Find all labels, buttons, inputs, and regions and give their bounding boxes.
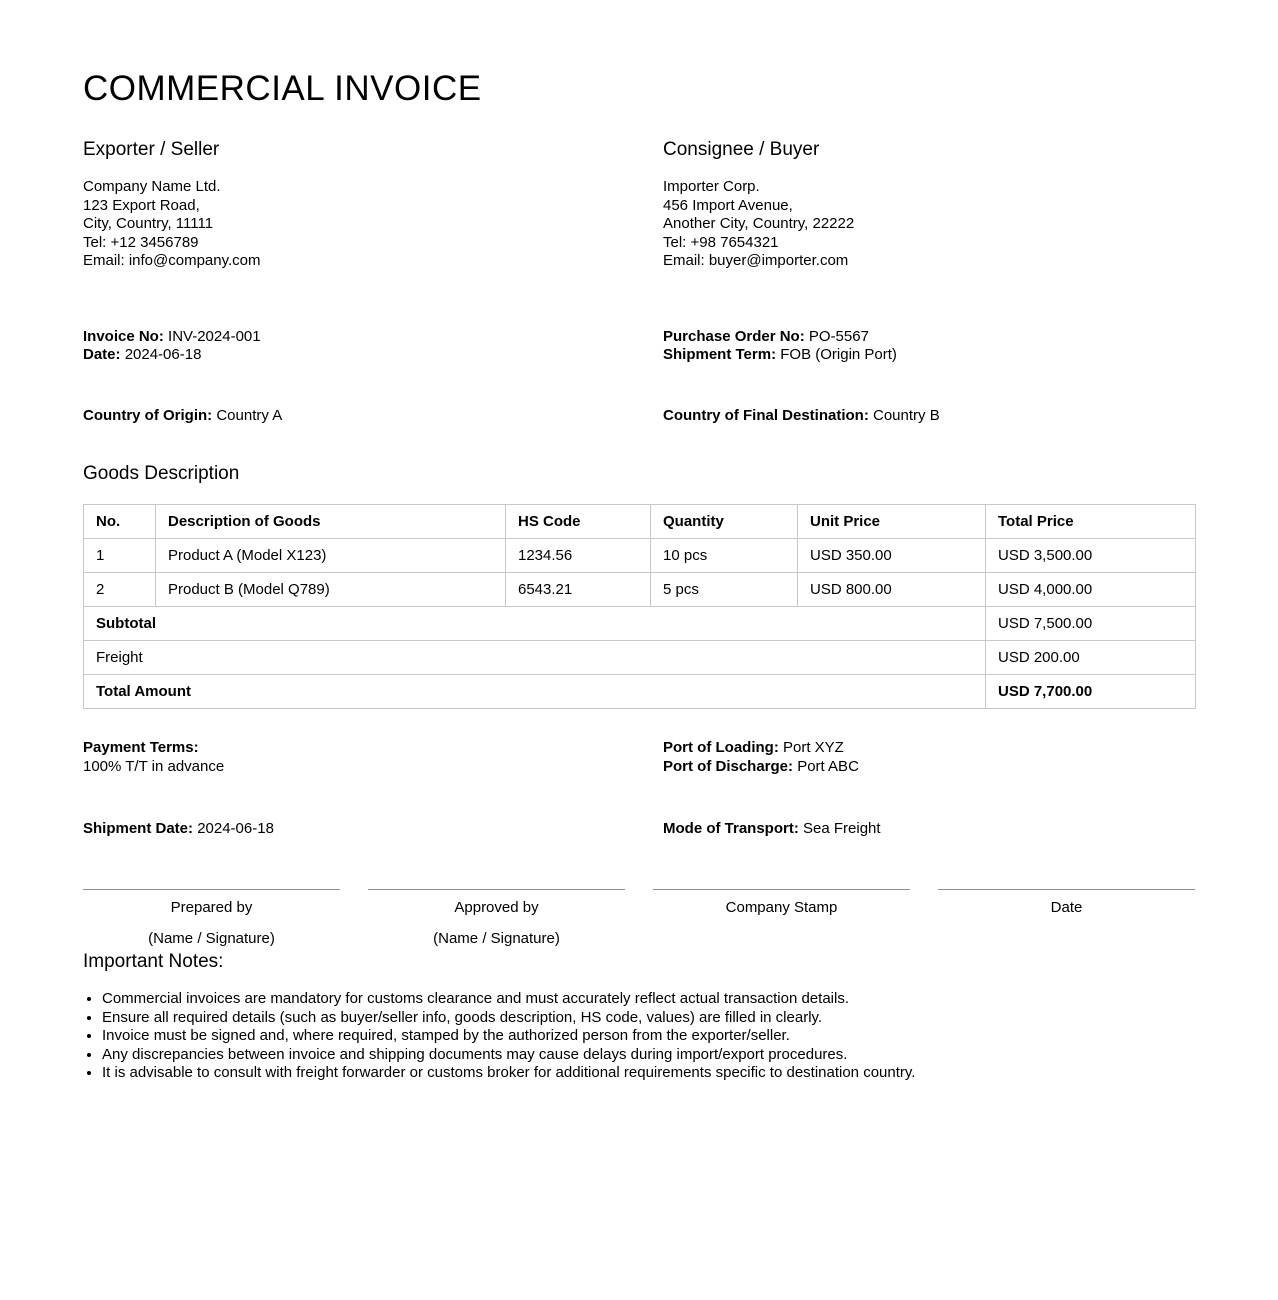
subtotal-label: Subtotal xyxy=(84,607,986,641)
terms-section xyxy=(83,739,1195,776)
shipment-date-value: 2024-06-18 xyxy=(197,820,274,838)
purchase-order xyxy=(663,328,1195,347)
goods-table xyxy=(83,504,1196,709)
address-line: Importer Corp. xyxy=(663,178,760,196)
total-amount-value: USD 7,700.00 xyxy=(986,675,1196,709)
address-line: Company Name Ltd. xyxy=(83,178,221,196)
shipment-section xyxy=(83,820,1195,839)
signature-date xyxy=(938,889,1195,948)
country-of-destination-label: Country of Final Destination: xyxy=(663,406,869,424)
signature-sublabel: (Name / Signature) xyxy=(148,929,275,947)
address-line: Email: info@company.com xyxy=(83,252,261,270)
consignee-block xyxy=(663,139,1195,271)
invoice-number xyxy=(83,328,663,347)
mode-of-transport xyxy=(663,820,1195,839)
purchase-order-value: PO-5567 xyxy=(808,327,869,345)
cell-description: Product A (Model X123) xyxy=(156,539,506,573)
invoice-meta-left xyxy=(83,328,663,365)
list-item: • Commercial invoices are mandatory for customs clearance and must accurately reflect actual transaction details. xyxy=(102,990,1195,1009)
goods-header-row xyxy=(84,505,1196,539)
address-line: Another City, Country, 22222 xyxy=(663,215,855,233)
shipment-date-label: Shipment Date: xyxy=(83,820,194,838)
cell-quantity: 5 pcs xyxy=(651,573,798,607)
signature-label: Prepared by xyxy=(170,898,253,916)
col-header-total-price: Total Price xyxy=(986,505,1196,539)
cell-hs-code: 6543.21 xyxy=(506,573,651,607)
page-title: COMMERCIAL INVOICE xyxy=(83,69,482,108)
country-of-destination-value: Country B xyxy=(873,406,940,424)
cell-total-price: USD 4,000.00 xyxy=(986,573,1196,607)
notes-heading: Important Notes: xyxy=(83,950,224,972)
country-of-destination xyxy=(663,407,1195,426)
mode-of-transport-label: Mode of Transport: xyxy=(663,820,799,838)
cell-unit-price: USD 800.00 xyxy=(798,573,986,607)
signature-company-stamp xyxy=(653,889,910,948)
consignee-heading: Consignee / Buyer xyxy=(663,138,820,160)
address-line: Email: buyer@importer.com xyxy=(663,252,849,270)
table-row xyxy=(84,539,1196,573)
port-of-discharge-label: Port of Discharge: xyxy=(663,757,794,775)
cell-description: Product B (Model Q789) xyxy=(156,573,506,607)
country-of-origin xyxy=(83,407,663,426)
purchase-order-label: Purchase Order No: xyxy=(663,327,805,345)
col-header-description: Description of Goods xyxy=(156,505,506,539)
list-item: • Ensure all required details (such as buyer/seller info, goods description, HS code, values) are filled in clearly. xyxy=(102,1009,1195,1028)
shipment-term xyxy=(663,346,1195,365)
list-item: • Any discrepancies between invoice and shipping documents may cause delays during import/export procedures. xyxy=(102,1046,1195,1065)
list-item: • Invoice must be signed and, where required, stamped by the authorized person from the exporter/seller. xyxy=(102,1027,1195,1046)
port-of-loading-value: Port XYZ xyxy=(782,739,844,757)
cell-hs-code: 1234.56 xyxy=(506,539,651,573)
parties-section xyxy=(83,139,1195,271)
country-of-origin-value: Country A xyxy=(216,406,283,424)
invoice-date xyxy=(83,346,663,365)
country-section xyxy=(83,407,1195,426)
shipment-term-label: Shipment Term: xyxy=(663,346,777,364)
signature-prepared-by xyxy=(83,889,340,948)
payment-terms-block xyxy=(83,739,663,776)
signature-label: Date xyxy=(1050,898,1083,916)
country-of-origin-label: Country of Origin: xyxy=(83,406,213,424)
freight-value: USD 200.00 xyxy=(986,641,1196,675)
total-row xyxy=(84,675,1196,709)
address-line: 456 Import Avenue, xyxy=(663,196,793,214)
col-header-unit-price: Unit Price xyxy=(798,505,986,539)
shipment-date xyxy=(83,820,663,839)
port-of-loading-label: Port of Loading: xyxy=(663,739,779,757)
exporter-address xyxy=(83,178,663,271)
signature-sublabel: (Name / Signature) xyxy=(433,929,560,947)
subtotal-row xyxy=(84,607,1196,641)
signature-sublabel xyxy=(938,930,1195,948)
cell-quantity: 10 pcs xyxy=(651,539,798,573)
col-header-hs-code: HS Code xyxy=(506,505,651,539)
signature-label: Approved by xyxy=(454,898,539,916)
freight-row xyxy=(84,641,1196,675)
list-item: • It is advisable to consult with freight forwarder or customs broker for additional requirements specific to destination country. xyxy=(102,1064,1195,1083)
goods-heading: Goods Description xyxy=(83,463,240,485)
address-line: Tel: +12 3456789 xyxy=(83,233,199,251)
total-amount-label: Total Amount xyxy=(84,675,986,709)
payment-terms-label: Payment Terms: xyxy=(83,739,199,757)
invoice-date-label: Date: xyxy=(83,346,121,364)
signature-approved-by xyxy=(368,889,625,948)
port-of-loading xyxy=(663,739,1195,758)
consignee-address xyxy=(663,178,1195,271)
cell-total-price: USD 3,500.00 xyxy=(986,539,1196,573)
mode-of-transport-value: Sea Freight xyxy=(803,820,881,838)
address-line: Tel: +98 7654321 xyxy=(663,233,779,251)
invoice-meta-section xyxy=(83,328,1195,365)
invoice-number-value: INV-2024-001 xyxy=(168,327,261,345)
address-line: 123 Export Road, xyxy=(83,196,200,214)
freight-label: Freight xyxy=(84,641,986,675)
address-line: City, Country, 11111 xyxy=(83,215,214,233)
invoice-date-value: 2024-06-18 xyxy=(124,346,202,364)
subtotal-value: USD 7,500.00 xyxy=(986,607,1196,641)
shipment-term-value: FOB (Origin Port) xyxy=(780,346,897,364)
exporter-block xyxy=(83,139,663,271)
signature-section xyxy=(83,889,1195,948)
invoice-number-label: Invoice No: xyxy=(83,327,164,345)
payment-terms-value: 100% T/T in advance xyxy=(83,757,225,775)
port-of-discharge-value: Port ABC xyxy=(797,757,859,775)
exporter-heading: Exporter / Seller xyxy=(83,138,220,160)
port-of-discharge xyxy=(663,758,1195,777)
col-header-no: No. xyxy=(84,505,156,539)
signature-sublabel xyxy=(653,930,910,948)
ports-block xyxy=(663,739,1195,776)
signature-label: Company Stamp xyxy=(725,898,838,916)
cell-no: 1 xyxy=(84,539,156,573)
notes-list xyxy=(83,990,1195,1083)
cell-unit-price: USD 350.00 xyxy=(798,539,986,573)
col-header-quantity: Quantity xyxy=(651,505,798,539)
cell-no: 2 xyxy=(84,573,156,607)
invoice-meta-right xyxy=(663,328,1195,365)
table-row xyxy=(84,573,1196,607)
